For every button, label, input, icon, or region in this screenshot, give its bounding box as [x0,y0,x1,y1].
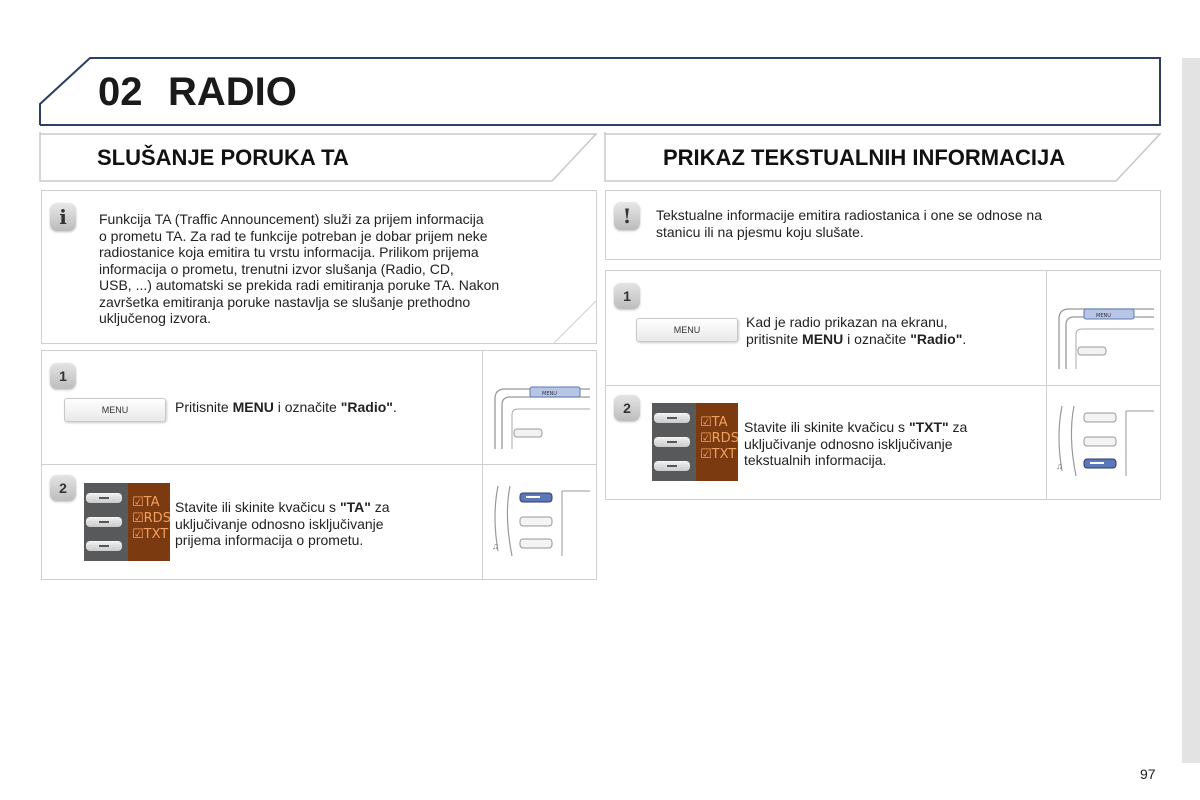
panel-button-2[interactable] [86,517,122,527]
section-title-txt: PRIKAZ TEKSTUALNIH INFORMACIJA [663,145,1066,170]
panel-button-3-txt[interactable] [654,461,690,471]
panel-button-2-txt[interactable] [654,437,690,447]
step-2-badge-txt: 2 [614,395,640,421]
dashboard-ta-illustration [490,481,590,561]
warning-icon: ! [614,202,640,230]
panel-button-3[interactable] [86,541,122,551]
options-screen [128,483,170,561]
steps-box-txt [605,270,1161,500]
option-txt[interactable]: ☑TXT [132,527,169,542]
option-rds-txt[interactable]: ☑RDS [700,431,739,446]
radio-options-panel [84,483,170,561]
panel-button-1-txt[interactable] [654,413,690,423]
dashboard-menu-illustration [490,379,590,451]
chapter-number: 02 [98,70,143,114]
menu-button-txt[interactable]: MENU [636,318,738,342]
info-text: Funkcija TA (Traffic Announcement) služi za prijem informacija o prometu TA. Za rad te funkcije potreban je dobar prijem neke radiostanice koja emitira tu vrstu informacija. Prilikom prijema informacija o prometu, trenutni izvor slušanja (Radio, CD, USB, ...) automatski se prekida radi emitiranja poruke TA. Nakon završetka emitiranja poruke nastavlja se slušanje prethodno uključenog izvora. [99,211,500,326]
option-rds[interactable]: ☑RDS [132,511,171,526]
step-1-text-txt: Kad je radio prikazan na ekranu, pritisnite MENU i označite "Radio". [746,314,967,347]
radio-options-panel-txt [652,403,738,481]
step-1-badge-txt: 1 [614,283,640,309]
options-screen-txt [696,403,738,481]
info-box-ta [41,190,597,344]
warning-text: Tekstualne informacije emitira radiostanica i one se odnose na stanicu ili na pjesmu koju slušate. [656,207,1042,240]
step-2-text-txt: Stavite ili skinite kvačicu s "TXT" za uključivanje odnosno isključivanje tekstualnih informacija. [744,419,968,468]
step-1-badge: 1 [50,363,76,389]
info-icon: i [50,203,76,231]
option-ta-txt[interactable]: ☑TA [700,415,728,430]
chapter-side-tab [1182,58,1200,763]
diagram-menu-label-txt: MENU [1096,313,1111,319]
menu-button[interactable]: MENU [64,398,166,422]
chapter-title: RADIO [168,70,297,114]
steps-box-ta [41,350,597,580]
dashboard-menu-illustration-txt [1054,299,1154,371]
page-number: 97 [1140,766,1156,782]
step-2-text: Stavite ili skinite kvačicu s "TA" za uključivanje odnosno isključivanje prijema informacija o prometu. [175,499,390,548]
warning-box [605,190,1161,260]
music-note-icon: ♫ [492,541,499,551]
diagram-menu-label: MENU [542,391,557,397]
step-2-badge: 2 [50,475,76,501]
panel-button-1[interactable] [86,493,122,503]
music-note-icon-txt: ♫ [1056,461,1063,471]
option-txt-txt[interactable]: ☑TXT [700,447,737,462]
option-ta[interactable]: ☑TA [132,495,160,510]
step-1-text: Pritisnite MENU i označite "Radio". [175,399,397,415]
section-title-ta: SLUŠANJE PORUKA TA [97,145,349,170]
dashboard-txt-illustration [1054,401,1154,481]
